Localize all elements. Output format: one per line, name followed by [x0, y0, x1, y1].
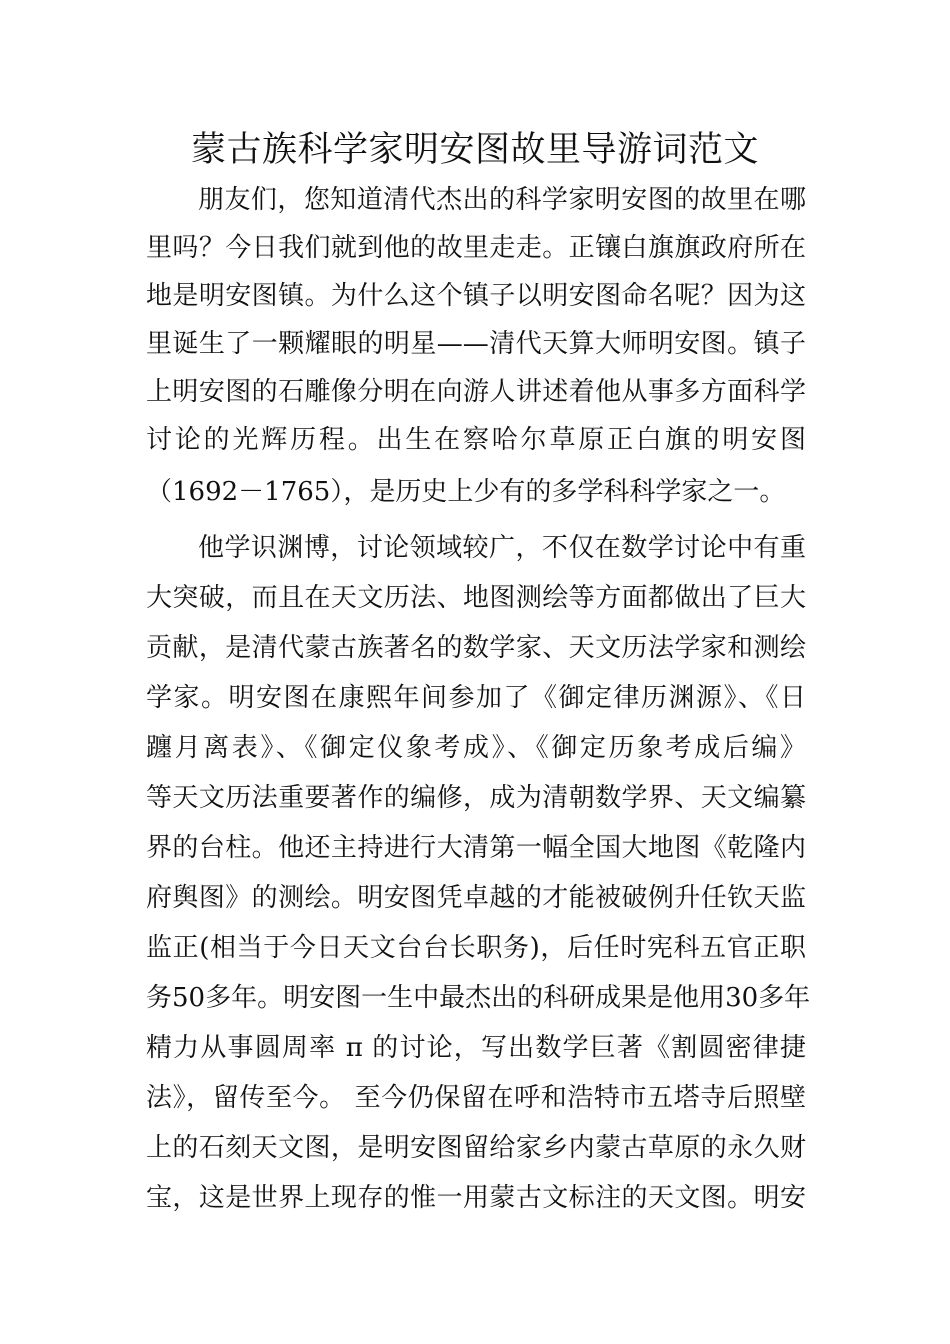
paragraph-2-line-12: 法》，留传至今。 至今仍保留在呼和浩特市五塔寺后照壁 [146, 1083, 806, 1113]
paragraph-2-line-1: 他学识渊博，讨论领域较广，不仅在数学讨论中有重 [198, 533, 806, 563]
paragraph-2-line-7: 界的台柱。他还主持进行大清第一幅全国大地图《乾隆内 [146, 833, 806, 863]
paragraph-1-line-2: 里吗？今日我们就到他的故里走走。正镶白旗旗政府所在 [146, 233, 806, 263]
paragraph-2-line-14: 宝，这是世界上现存的惟一用蒙古文标注的天文图。明安 [146, 1183, 806, 1213]
paragraph-1-line-5: 上明安图的石雕像分明在向游人讲述着他从事多方面科学 [146, 377, 806, 407]
paragraph-1-line-7: （1692－1765），是历史上少有的多学科科学家之一。 [146, 477, 786, 507]
paragraph-2-line-9: 监正(相当于今日天文台台长职务)，后任时宪科五官正职 [146, 933, 806, 963]
paragraph-2-line-8: 府舆图》的测绘。明安图凭卓越的才能被破例升任钦天监 [146, 883, 806, 913]
paragraph-2-line-6: 等天文历法重要著作的编修，成为清朝数学界、天文编纂 [146, 783, 806, 813]
paragraph-2-line-11: 精力从事圆周率 π 的讨论，写出数学巨著《割圆密律捷 [146, 1033, 806, 1063]
paragraph-1-line-6: 讨论的光辉历程。出生在察哈尔草原正白旗的明安图 [146, 425, 806, 455]
document-title: 蒙古族科学家明安图故里导游词范文 [190, 130, 759, 170]
paragraph-1-line-4: 里诞生了一颗耀眼的明星——清代天算大师明安图。镇子 [146, 329, 806, 359]
paragraph-2-line-5: 躔月离表》、《御定仪象考成》、《御定历象考成后编》 [146, 733, 806, 763]
paragraph-1-line-3: 地是明安图镇。为什么这个镇子以明安图命名呢？因为这 [146, 281, 806, 311]
paragraph-2-line-2: 大突破，而且在天文历法、地图测绘等方面都做出了巨大 [146, 583, 806, 613]
paragraph-2-line-10: 务50多年。明安图一生中最杰出的科研成果是他用30多年 [146, 983, 811, 1013]
paragraph-2-line-13: 上的石刻天文图，是明安图留给家乡内蒙古草原的永久财 [146, 1133, 806, 1163]
paragraph-2-line-4: 学家。明安图在康熙年间参加了《御定律历渊源》、《日 [146, 683, 806, 713]
paragraph-2-line-3: 贡献，是清代蒙古族著名的数学家、天文历法学家和测绘 [146, 633, 806, 663]
paragraph-1-line-1: 朋友们，您知道清代杰出的科学家明安图的故里在哪 [198, 185, 806, 215]
